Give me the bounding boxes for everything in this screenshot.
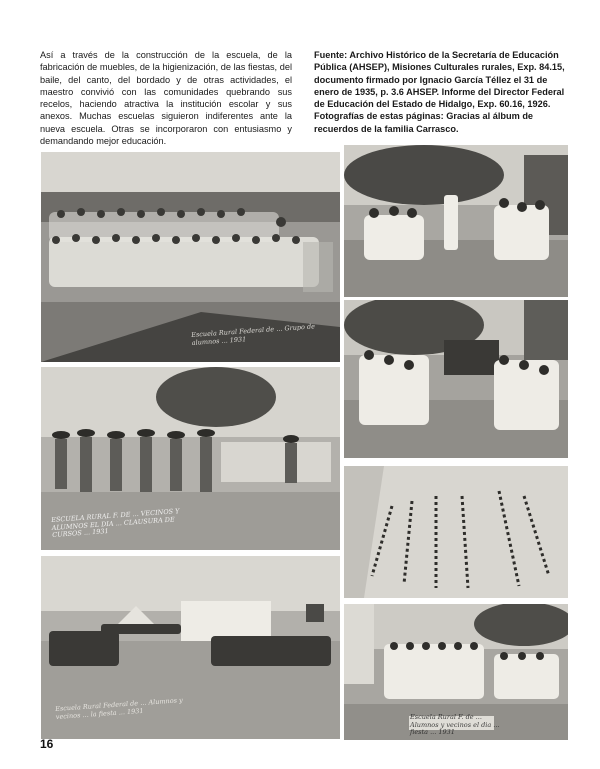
- source-note: Fuente: Archivo Histórico de la Secretaría de Educación Pública (AHSEP), Misiones Culturales rurales, Exp. 84.15, documento firmado por Ignacio García Téllez el 31 de enero de 1935, p. 3.6 AHSEP. Informe del Director Federal de Educación del Estado de Hidalgo, Exp. 60.16, 1926.: [314, 50, 565, 110]
- photo-ceremony-arch: [41, 556, 340, 739]
- photo-handwritten-caption: Escuela Rural F. de ... Alumnos y vecinos el dia ... fiesta ... 1931: [410, 713, 500, 736]
- page-number: 16: [40, 737, 54, 751]
- photo-handwritten-caption: ESCUELA RURAL F. DE ... VECINOS Y ALUMNOS EL DIA ... CLAUSURA DE CURSOS ... 1931: [50, 507, 180, 539]
- photo-students-formation: [344, 466, 568, 598]
- photo-school-building-group: [344, 604, 568, 740]
- body-paragraph: Así a través de la construcción de la escuela, de la fabricación de muebles, de la higienización, de las fiestas, del baile, del canto, del bordado y de otras actividades, el maestro convivió con las comunidades quebrando sus recelos, haciendo atractiva la institución escolar y sus anexos. Muchas escuelas siguieron indiferentes ante la nueva escuela. Otras se incorporaron con entusiasmo y demandando mejor educación.: [40, 50, 292, 147]
- photo-outdoor-class: [344, 145, 568, 297]
- source-block: [314, 49, 566, 135]
- photo-class-blackboard: [344, 300, 568, 458]
- photo-handwritten-caption: Escuela Rural Federal de ... Grupo de alumnos ... 1931: [190, 322, 316, 347]
- photo-credit: Fotografías de estas páginas: Gracias al álbum de recuerdos de la familia Carrasco.: [314, 111, 534, 134]
- photo-handwritten-caption: Escuela Rural Federal de ... Alumnos y vecinos ... la fiesta ... 1931: [54, 696, 183, 721]
- photo-school-group: [41, 152, 340, 362]
- photo-villagers-sombreros: [41, 367, 340, 550]
